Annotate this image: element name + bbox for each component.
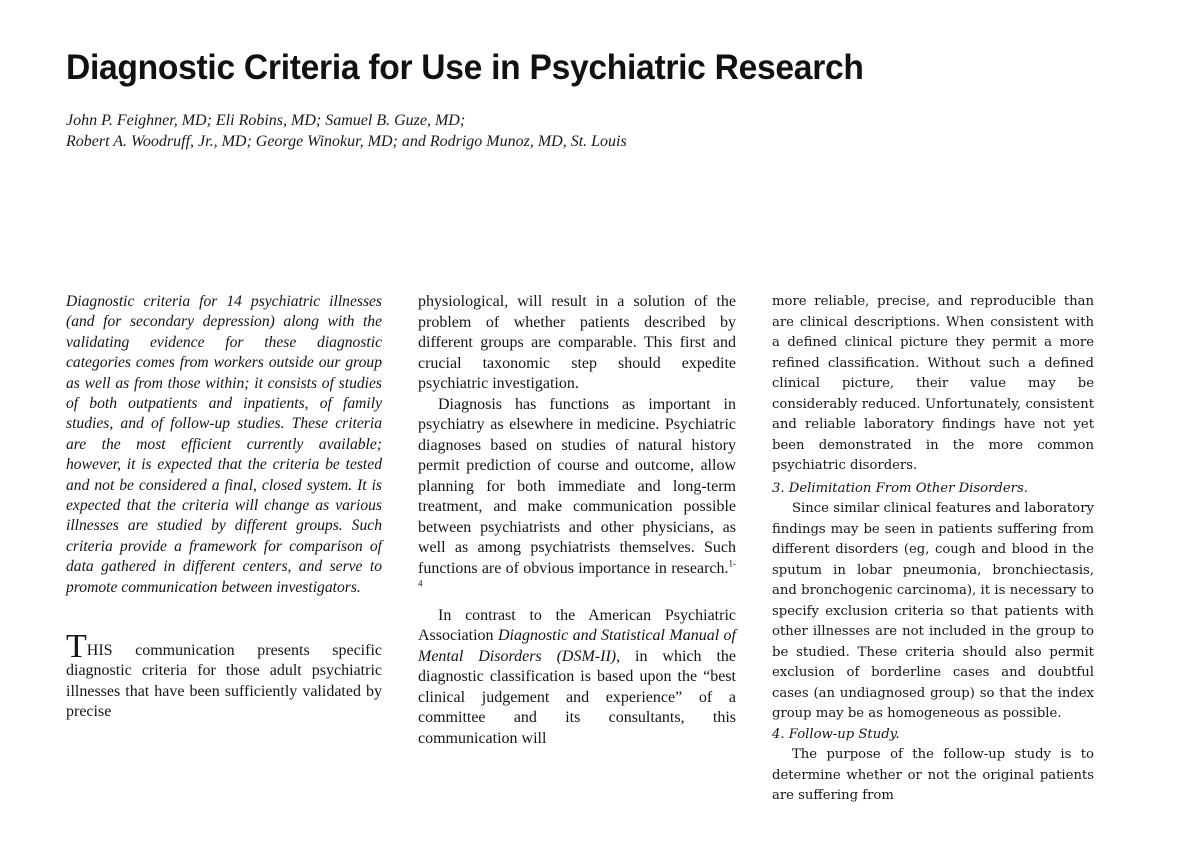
section-heading: 4. Follow-up Study. xyxy=(772,726,900,742)
drop-cap: T xyxy=(66,628,87,666)
section-heading: 3. Delimitation From Other Disorders. xyxy=(772,480,1028,496)
intro-small-caps: HIS xyxy=(86,642,113,660)
text-column-3 xyxy=(772,292,1094,807)
italic-title: Diagnostic and Statistical Manual of Mental Disorders (DSM-II) xyxy=(418,627,737,665)
text-column-2 xyxy=(418,292,736,749)
paragraph: The purpose of the follow-up study is to determine whether or not the original patients are suffering from xyxy=(772,747,1094,803)
author-line-2: Robert A. Woodruff, Jr., MD; George Winokur, MD; and Rodrigo Munoz, MD, St. Louis xyxy=(66,133,627,150)
reference-superscript: 1-4 xyxy=(418,558,736,589)
paragraph-text: Diagnosis has functions as important in psychiatry as elsewhere in medicine. Psychiatric diagnoses based on studies of natural history permit prediction of course and outcome, allow planning for both immediate and long-term treatment, and make communication possible between psychiatrists and other physicians, as well as among psychiatrists themselves. Such functions are of obvious importance in research. xyxy=(418,395,736,577)
intro-text: communication presents specific diagnostic criteria for those adult psychiatric illnesses that have been sufficiently validated by precise xyxy=(66,642,382,720)
author-line-1: John P. Feighner, MD; Eli Robins, MD; Samuel B. Guze, MD; xyxy=(66,112,466,129)
abstract: Diagnostic criteria for 14 psychiatric illnesses (and for secondary depression) along with the validating evidence for these diagnostic categories comes from workers outside our group as well as from those within; it consists of studies of both outpatients and inpatients, of family studies, and of follow-up studies. These criteria are the most efficient currently available; however, it is expected that the criteria be tested and not be considered a final, closed system. It is expected that the criteria will change as various illnesses are studied by different groups. Such criteria provide a framework for comparison of data gathered in different centers, and serve to promote communication between investigators. xyxy=(66,293,382,596)
paragraph: more reliable, precise, and reproducible than are clinical descriptions. When consistent with a defined clinical picture they permit a more refined classification. Without such a defined clinical picture, their value may be considerably reduced. Unfortunately, consistent and reliable laboratory findings have not yet been demonstrated in the more common psychiatric disorders. xyxy=(772,294,1094,473)
paragraph: Since similar clinical features and laboratory findings may be seen in patients suffering from different disorders (eg, cough and blood in the sputum in lobar pneumonia, bronchiectasis, and bronchogenic carcinoma), it is necessary to specify exclusion criteria so that patients with other illnesses are not included in the group to be studied. These criteria should also permit exclusion of borderline cases and doubtful cases (an undiagnosed group) so that the index group may be as homogeneous as possible. xyxy=(772,501,1094,721)
intro-paragraph xyxy=(66,628,382,722)
author-list xyxy=(66,110,1166,152)
paragraph-text: In contrast to the American Psychiatric Association xyxy=(418,606,736,644)
paragraph xyxy=(418,606,736,750)
text-column-1 xyxy=(66,292,382,722)
paragraph: physiological, will result in a solution of the problem of whether patients described by different groups are comparable. This first and crucial taxonomic step should expedite psychiatric investigation. xyxy=(418,293,736,392)
paragraph-text: , in which the diagnostic classification is based upon the “best clinical judgement and experience” of a committee and its consultants, this communication will xyxy=(418,647,737,747)
article-title: Diagnostic Criteria for Use in Psychiatric Research xyxy=(66,48,864,87)
paragraph xyxy=(418,395,736,600)
